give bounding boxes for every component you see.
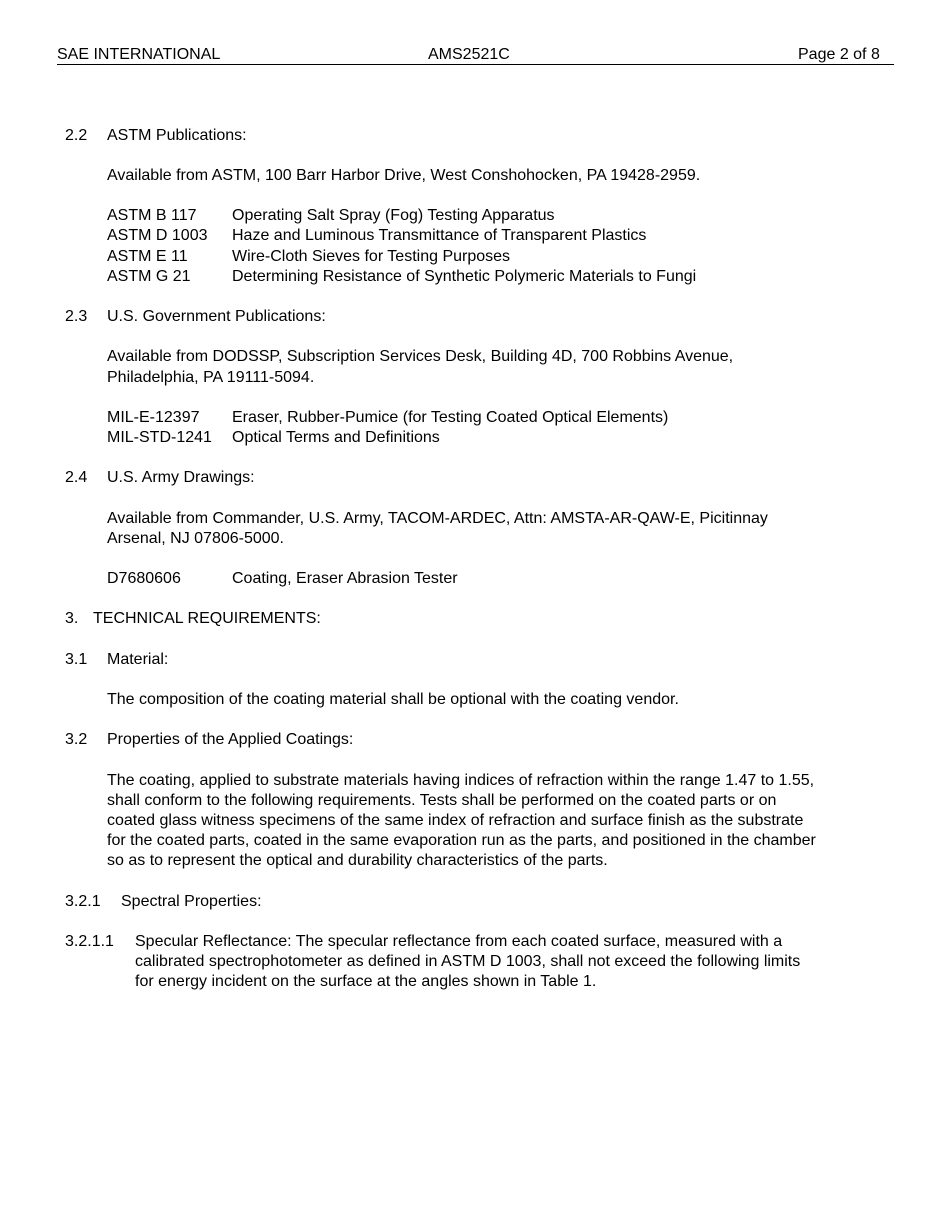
section-3-2-1-1-number: 3.2.1.1 (65, 933, 114, 950)
section-2-3-availability-line: Philadelphia, PA 19111-5094. (107, 369, 315, 386)
ref-description: Determining Resistance of Synthetic Polymeric Materials to Fungi (232, 268, 697, 285)
section-3-number: 3. (65, 610, 79, 627)
section-2-2-availability: Available from ASTM, 100 Barr Harbor Drive, West Conshohocken, PA 19428-2959. (107, 167, 701, 184)
section-2-3-number: 2.3 (65, 308, 88, 325)
header-page-number: Page 2 of 8 (798, 46, 880, 63)
paragraph-line: shall conform to the following requirements. Tests shall be performed on the coated parts or on (107, 792, 777, 809)
paragraph-line: coated glass witness specimens of the same index of refraction and surface finish as the substrate (107, 812, 804, 829)
section-3-1-text: The composition of the coating material shall be optional with the coating vendor. (107, 691, 679, 708)
section-2-4-availability-line: Arsenal, NJ 07806-5000. (107, 530, 284, 547)
section-2-4-number: 2.4 (65, 469, 88, 486)
section-3-2-1-number: 3.2.1 (65, 893, 101, 910)
section-3-title: TECHNICAL REQUIREMENTS: (93, 610, 321, 627)
ref-code: MIL-STD-1241 (107, 429, 212, 446)
section-3-1-title: Material: (107, 651, 169, 668)
section-2-2-title: ASTM Publications: (107, 127, 247, 144)
section-2-3-title: U.S. Government Publications: (107, 308, 326, 325)
section-2-3-availability-line: Available from DODSSP, Subscription Services Desk, Building 4D, 700 Robbins Avenue, (107, 348, 734, 365)
ref-description: Wire-Cloth Sieves for Testing Purposes (232, 248, 511, 265)
header-rule (57, 64, 894, 65)
paragraph-line: Specular Reflectance: The specular reflectance from each coated surface, measured with a (135, 933, 783, 950)
header-org: SAE INTERNATIONAL (57, 46, 221, 63)
ref-code: ASTM B 117 (107, 207, 197, 224)
paragraph-line: so as to represent the optical and durability characteristics of the parts. (107, 852, 608, 869)
ref-description: Coating, Eraser Abrasion Tester (232, 570, 458, 587)
section-2-4-availability-line: Available from Commander, U.S. Army, TACOM-ARDEC, Attn: AMSTA-AR-QAW-E, Picitinnay (107, 510, 768, 527)
paragraph-line: for energy incident on the surface at the angles shown in Table 1. (135, 973, 597, 990)
section-3-2-1-title: Spectral Properties: (121, 893, 262, 910)
section-2-4-title: U.S. Army Drawings: (107, 469, 255, 486)
paragraph-line: calibrated spectrophotometer as defined in ASTM D 1003, shall not exceed the following limits (135, 953, 801, 970)
ref-description: Optical Terms and Definitions (232, 429, 440, 446)
ref-code: ASTM E 11 (107, 248, 188, 265)
ref-code: MIL-E-12397 (107, 409, 200, 426)
ref-description: Eraser, Rubber-Pumice (for Testing Coated Optical Elements) (232, 409, 669, 426)
paragraph-line: The coating, applied to substrate materials having indices of refraction within the range 1.47 to 1.55, (107, 772, 815, 789)
section-3-2-title: Properties of the Applied Coatings: (107, 731, 354, 748)
section-3-1-number: 3.1 (65, 651, 88, 668)
section-3-2-number: 3.2 (65, 731, 88, 748)
ref-description: Haze and Luminous Transmittance of Transparent Plastics (232, 227, 647, 244)
ref-code: ASTM G 21 (107, 268, 191, 285)
header-doc-id: AMS2521C (428, 46, 510, 63)
section-2-2-number: 2.2 (65, 127, 88, 144)
paragraph-line: for the coated parts, coated in the same evaporation run as the parts, and positioned in the chamber (107, 832, 816, 849)
ref-code: ASTM D 1003 (107, 227, 208, 244)
ref-description: Operating Salt Spray (Fog) Testing Apparatus (232, 207, 555, 224)
ref-code: D7680606 (107, 570, 181, 587)
